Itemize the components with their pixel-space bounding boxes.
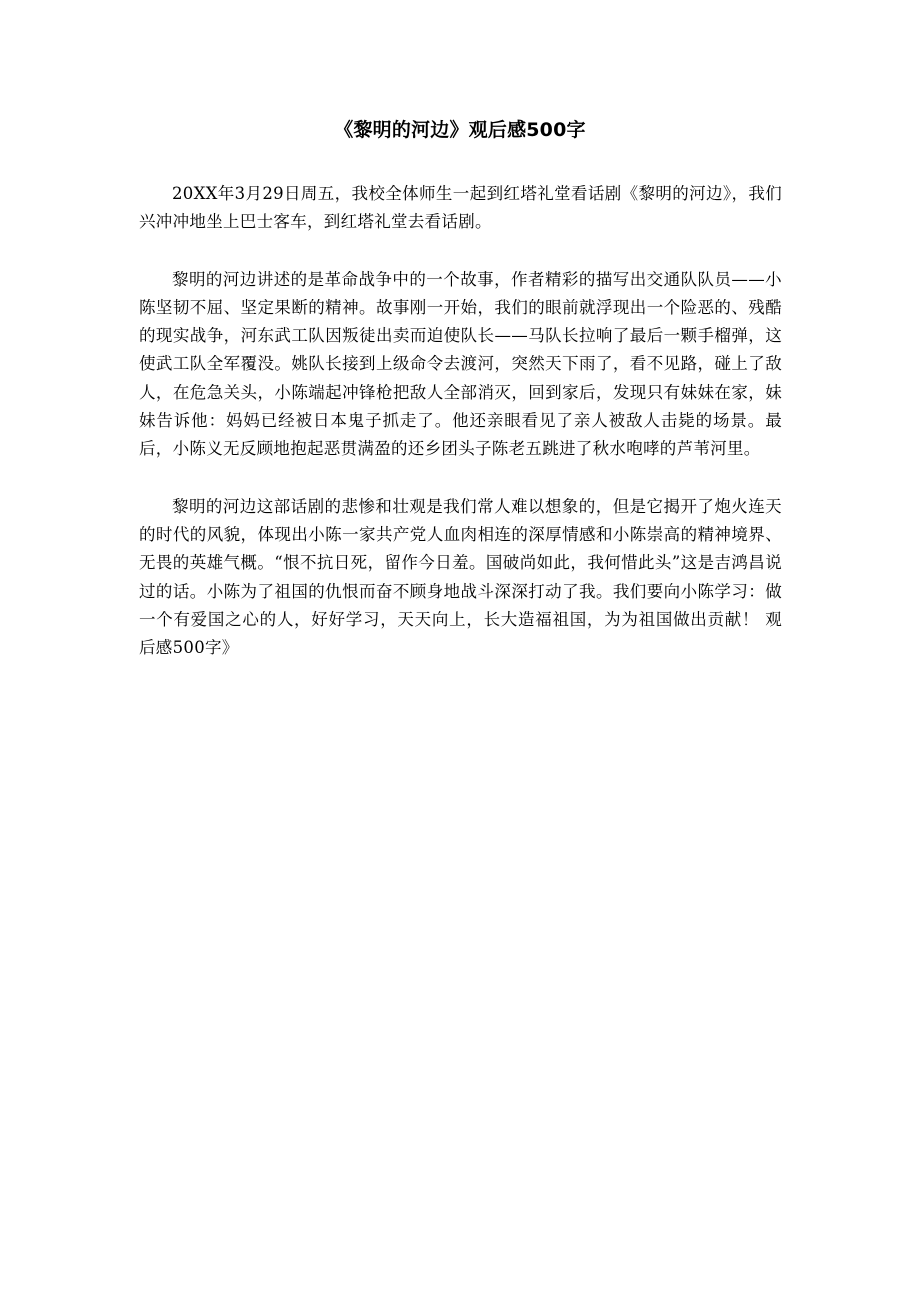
document-body [139, 180, 782, 691]
paragraph-1: 20XX年3月29日周五，我校全体师生一起到红塔礼堂看话剧《黎明的河边》，我们兴冲冲地坐上巴士客车，到红塔礼堂去看话剧。 [139, 184, 782, 232]
document-title: 《黎明的河边》观后感500字 [334, 119, 586, 141]
paragraph-3: 黎明的河边这部话剧的悲惨和壮观是我们常人难以想象的，但是它揭开了炮火连天的时代的风貌，体现出小陈一家共产党人血肉相连的深厚情感和小陈崇高的精神境界、无畏的英雄气概。“恨不抗日死，留作今日羞。国破尚如此，我何惜此头”这是吉鸿昌说过的话。小陈为了祖国的仇恨而奋不顾身地战斗深深打动了我。我们要向小陈学习：做一个有爱国之心的人，好好学习，天天向上，长大造福祖国，为为祖国做出贡献！ 观后感500字》 [139, 496, 782, 658]
paragraph-2: 黎明的河边讲述的是革命战争中的一个故事，作者精彩的描写出交通队队员——小陈坚韧不屈、坚定果断的精神。故事刚一开始，我们的眼前就浮现出一个险恶的、残酷的现实战争，河东武工队因叛徒出卖而迫使队长——马队长拉响了最后一颗手榴弹，这使武工队全军覆没。姚队长接到上级命令去渡河，突然天下雨了，看不见路，碰上了敌人，在危急关头，小陈端起冲锋枪把敌人全部消灭，回到家后，发现只有妹妹在家，妹妹告诉他：妈妈已经被日本鬼子抓走了。他还亲眼看见了亲人被敌人击毙的场景。最后，小陈义无反顾地抱起恶贯满盈的还乡团头子陈老五跳进了秋水咆哮的芦苇河里。 [139, 269, 782, 459]
